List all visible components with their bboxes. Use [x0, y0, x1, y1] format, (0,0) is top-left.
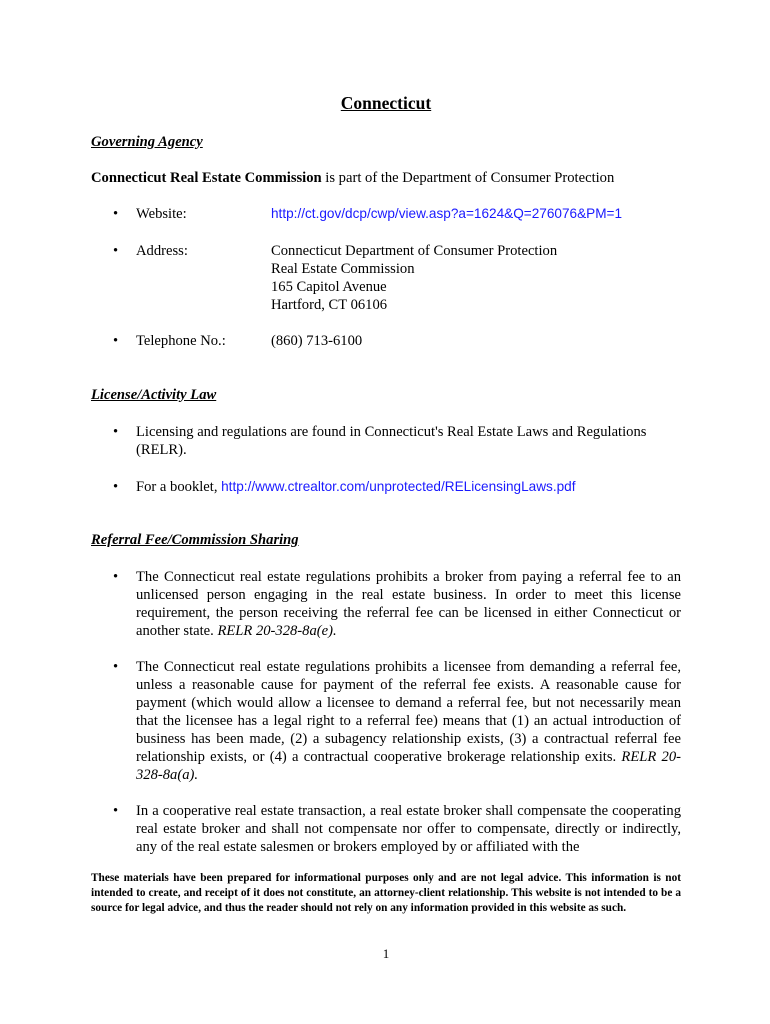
page-number: 1 — [382, 946, 390, 961]
telephone-label: Telephone No.: — [136, 333, 226, 349]
booklet-text: For a booklet, — [136, 479, 222, 495]
page-title: Connecticut — [340, 93, 432, 113]
telephone-value: (860) 713-6100 — [271, 333, 363, 349]
referral-item-2 — [136, 658, 681, 784]
bullet-icon: • — [113, 206, 119, 222]
referral-fee-heading: Referral Fee/Commission Sharing — [91, 532, 299, 548]
referral-item-1-text: The Connecticut real estate regulations prohibits a broker from paying a referral fee to an unlicensed person engaging in the real estate business. In order to meet this license requirement, the person receiving the referral fee can be licensed in either Connecticut or another state. — [136, 569, 681, 639]
bullet-icon: • — [113, 479, 119, 495]
address-line: Hartford, CT 06106 — [271, 297, 388, 313]
bullet-icon: • — [113, 659, 119, 675]
license-item-1: Licensing and regulations are found in Connecticut's Real Estate Laws and Regulations (RELR). — [136, 424, 647, 458]
bullet-icon: • — [113, 569, 119, 585]
address-line: Real Estate Commission — [271, 261, 415, 277]
referral-item-1 — [136, 568, 681, 640]
bullet-icon: • — [113, 243, 119, 259]
agency-name: Connecticut Real Estate Commission — [91, 170, 322, 186]
agency-desc: is part of the Department of Consumer Protection — [321, 170, 615, 186]
bullet-icon: • — [113, 333, 119, 349]
agency-description — [91, 169, 614, 187]
address-line: Connecticut Department of Consumer Protection — [271, 243, 558, 259]
governing-agency-heading: Governing Agency — [91, 134, 203, 150]
website-link[interactable]: http://ct.gov/dcp/cwp/view.asp?a=1624&Q=276076&PM=1 — [271, 206, 623, 221]
address-line: 165 Capitol Avenue — [271, 279, 387, 295]
address-label: Address: — [136, 243, 188, 259]
address-block — [271, 242, 557, 314]
referral-item-2-text: The Connecticut real estate regulations prohibits a licensee from demanding a referral fee, unless a reasonable cause for payment of the referral fee exists. A reasonable cause for payment (which would allow a licensee to demand a referral fee, but not necessarily mean that the licensee has a legal right to a referral fee) means that (1) an actual introduction of business has been made, (2) a subagency relationship exists, (3) a contractual referral fee relationship exists, or (4) a contractual cooperative brokerage relationship exits. — [136, 659, 681, 765]
license-item-2 — [136, 478, 681, 496]
bullet-icon: • — [113, 803, 119, 819]
website-label: Website: — [136, 206, 187, 222]
referral-item-1-citation: RELR 20-328-8a(e). — [217, 623, 337, 639]
booklet-link[interactable]: http://www.ctrealtor.com/unprotected/RELicensingLaws.pdf — [221, 479, 576, 494]
referral-item-2-citation: RELR 20-328-8a(a). — [136, 749, 681, 783]
legal-disclaimer: These materials have been prepared for informational purposes only and are not legal advice. This information is not intended to create, and receipt of it does not constitute, an attorney-client relationship. This website is not intended to be a source for legal advice, and thus the reader should not rely on any information provided in this website as such. — [91, 872, 681, 914]
license-law-heading: License/Activity Law — [91, 387, 217, 403]
referral-item-3: In a cooperative real estate transaction, a real estate broker shall compensate the cooperating real estate broker and shall not compensate nor offer to compensate, directly or indirectly, any of the real estate salesmen or brokers employed by or affiliated with the — [136, 803, 681, 855]
bullet-icon: • — [113, 424, 119, 440]
